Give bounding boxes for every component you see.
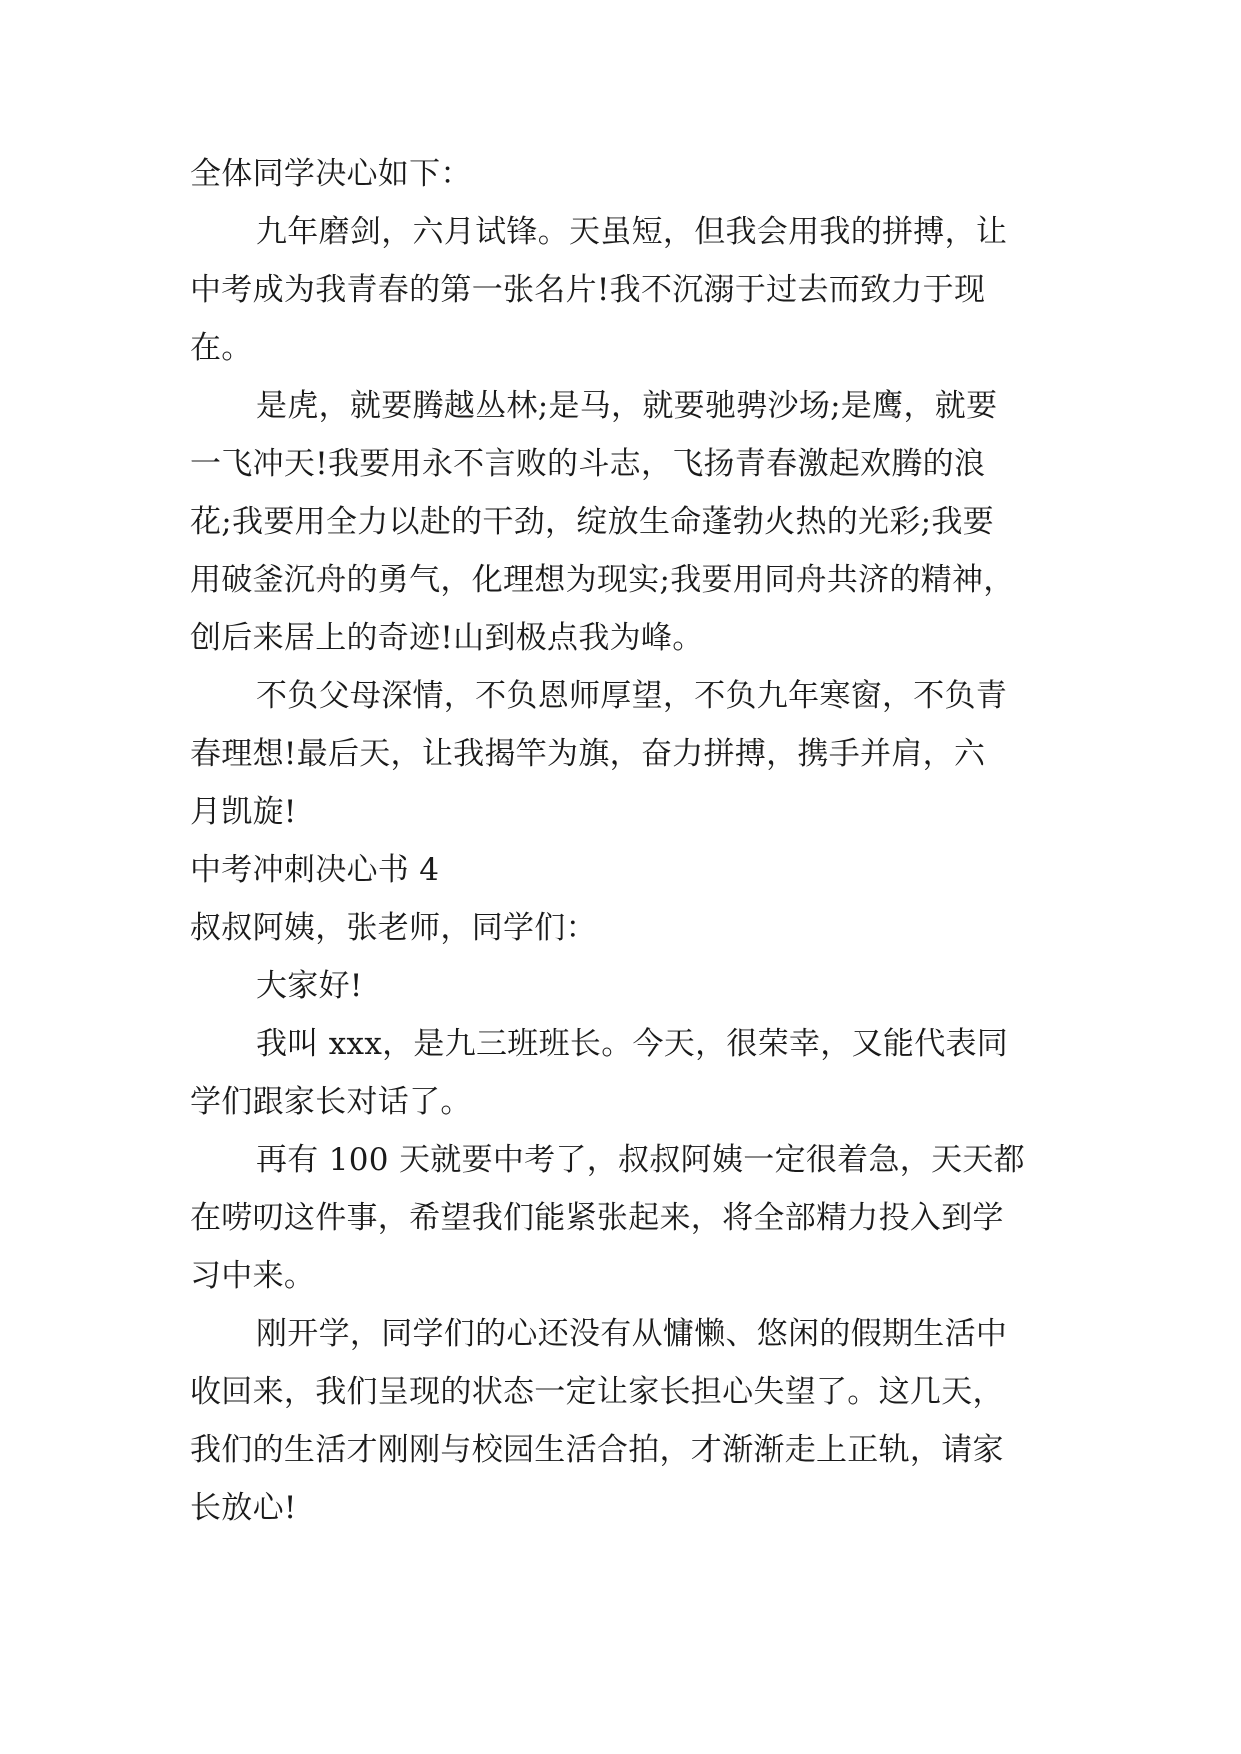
text-line: 花;我要用全力以赴的干劲，绽放生命蓬勃火热的光彩;我要	[190, 504, 994, 540]
text-line: 习中来。	[190, 1258, 316, 1294]
document-body	[190, 154, 1052, 1546]
text-line: 学们跟家长对话了。	[190, 1084, 472, 1120]
text-line: 不负父母深情，不负恩师厚望，不负九年寒窗，不负青	[256, 678, 1008, 714]
text-line: 用破釜沉舟的勇气，化理想为现实;我要用同舟共济的精神，	[190, 562, 1015, 598]
text-line: 一飞冲天!我要用永不言败的斗志，飞扬青春激起欢腾的浪	[190, 446, 986, 482]
greeting: 大家好!	[256, 968, 363, 1004]
text-line: 我们的生活才刚刚与校园生活合拍，才渐渐走上正轨，请家	[190, 1432, 1004, 1468]
text-line: 九年磨剑，六月试锋。天虽短，但我会用我的拼搏，让	[256, 214, 1008, 250]
salutation: 叔叔阿姨，张老师，同学们：	[190, 910, 597, 946]
text-line: 春理想!最后天，让我揭竿为旗，奋力拼搏，携手并肩，六	[190, 736, 986, 772]
text-line: 全体同学决心如下：	[190, 156, 472, 192]
text-line: 刚开学，同学们的心还没有从慵懒、悠闲的假期生活中	[256, 1316, 1008, 1352]
text-line: 在。	[190, 330, 253, 366]
text-line: 在唠叨这件事，希望我们能紧张起来，将全部精力投入到学	[190, 1200, 1004, 1236]
text-line: 我叫 xxx，是九三班班长。今天，很荣幸，又能代表同	[256, 1026, 1009, 1062]
text-line: 再有 100 天就要中考了，叔叔阿姨一定很着急，天天都	[256, 1142, 1025, 1178]
text-line: 创后来居上的奇迹!山到极点我为峰。	[190, 620, 704, 656]
section-heading: 中考冲刺决心书 4	[190, 852, 440, 888]
text-line: 长放心!	[190, 1490, 297, 1526]
text-line: 中考成为我青春的第一张名片!我不沉溺于过去而致力于现	[190, 272, 986, 308]
text-line: 是虎，就要腾越丛林;是马，就要驰骋沙场;是鹰，就要	[256, 388, 998, 424]
text-line: 月凯旋!	[190, 794, 297, 830]
text-line: 收回来，我们呈现的状态一定让家长担心失望了。这几天，	[190, 1374, 1004, 1410]
